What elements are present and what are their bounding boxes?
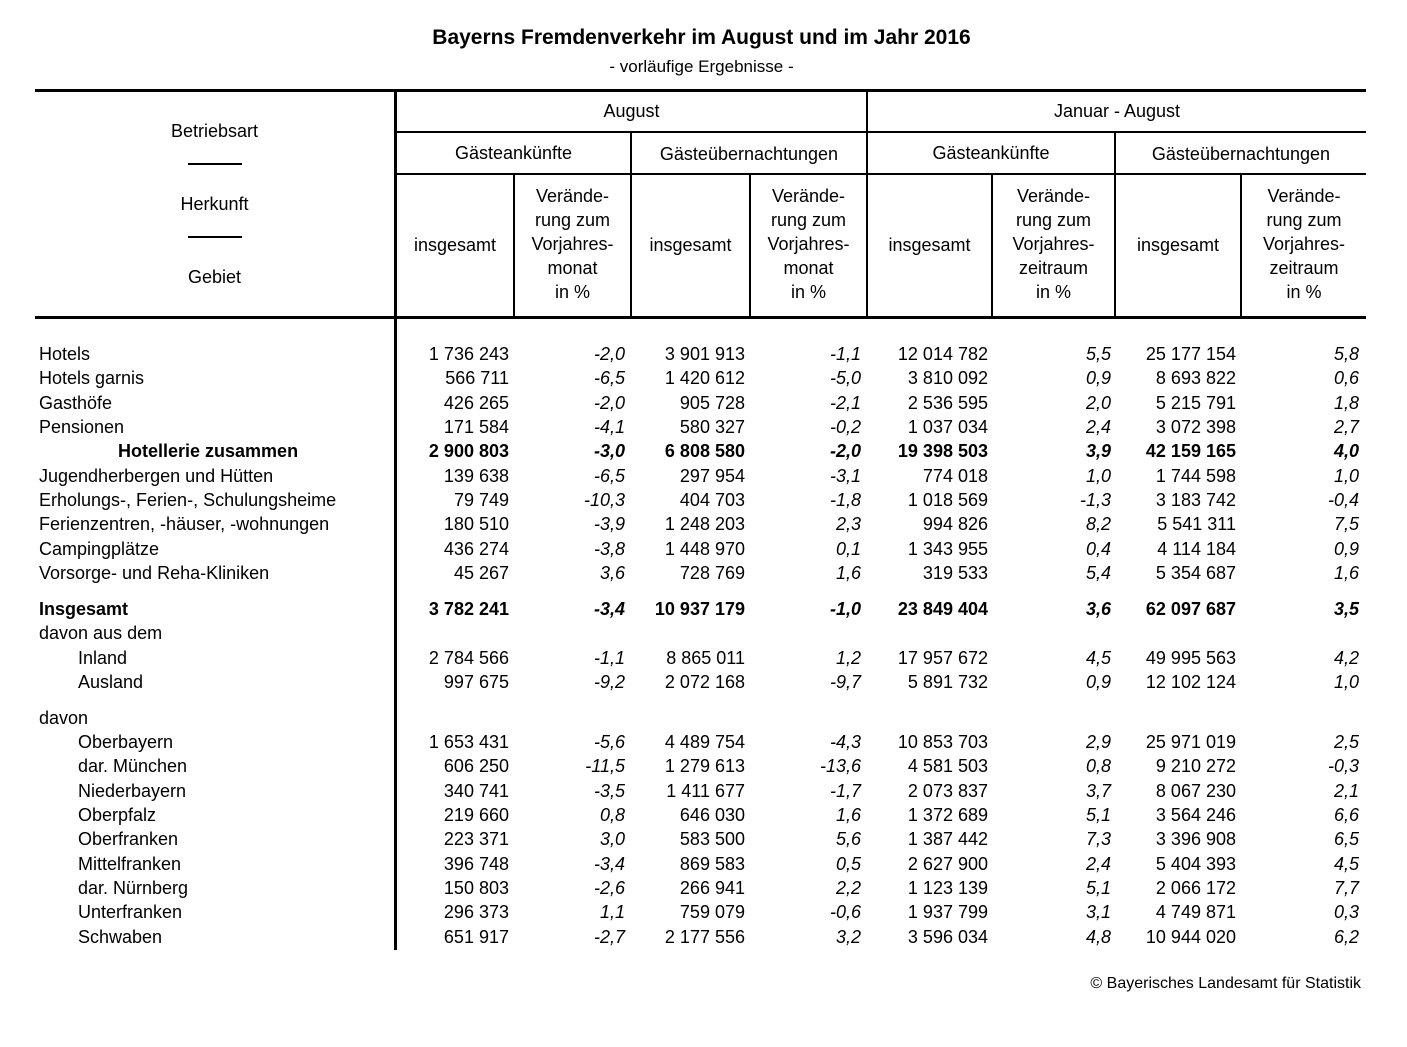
cell-change-pct: -1,1	[593, 648, 625, 668]
cell-total: 8 067 230	[1155, 781, 1236, 801]
cell-total: 1 037 034	[907, 417, 988, 437]
table-row	[0, 827, 1407, 851]
cell-total: 3 183 742	[1155, 490, 1236, 510]
row-label: Vorsorge- und Reha-Kliniken	[39, 563, 270, 583]
cell-total: 266 941	[679, 878, 745, 898]
page-subtitle: - vorläufige Ergebnisse -	[609, 57, 794, 76]
cell-total: 296 373	[443, 902, 509, 922]
table-row	[0, 366, 1407, 390]
cell-total: 5 541 311	[1157, 514, 1236, 534]
table-row	[0, 561, 1407, 585]
col-header-total: insgesamt	[888, 235, 971, 255]
cell-total: 580 327	[679, 417, 745, 437]
stub-separator	[188, 236, 242, 238]
row-label: Oberbayern	[78, 732, 174, 752]
col-header-change: Verände- rung zum Vorjahres- zeitraum in %	[1012, 186, 1095, 302]
cell-total: 19 398 503	[897, 441, 988, 461]
cell-total: 5 215 791	[1155, 393, 1236, 413]
period-header-august: August	[603, 101, 660, 121]
row-label: Hotels	[39, 344, 91, 364]
cell-change-pct: -1,0	[829, 599, 861, 619]
cell-change-pct: 0,9	[1333, 539, 1359, 559]
cell-total: 774 018	[922, 466, 988, 486]
col-header-change: Verände- rung zum Vorjahres- zeitraum in %	[1262, 186, 1346, 302]
cell-total: 1 653 431	[428, 732, 509, 752]
cell-total: 79 749	[453, 490, 509, 510]
cell-total: 223 371	[443, 829, 509, 849]
cell-change-pct: -3,4	[593, 854, 625, 874]
cell-total: 1 123 139	[907, 878, 988, 898]
cell-total: 49 995 563	[1145, 648, 1236, 668]
cell-change-pct: 0,6	[1333, 368, 1359, 388]
cell-total: 404 703	[679, 490, 745, 510]
table-row	[0, 706, 1407, 730]
cell-change-pct: -2,7	[593, 927, 625, 947]
cell-change-pct: 5,4	[1085, 563, 1111, 583]
cell-change-pct: -5,0	[829, 368, 861, 388]
table-row	[0, 597, 1407, 621]
cell-total: 426 265	[443, 393, 509, 413]
cell-total: 2 177 556	[664, 927, 745, 947]
table-row	[0, 537, 1407, 561]
row-label: dar. München	[78, 756, 188, 776]
cell-change-pct: 1,6	[835, 563, 861, 583]
cell-change-pct: -3,8	[593, 539, 625, 559]
cell-total: 2 784 566	[428, 648, 509, 668]
row-label: Jugendherbergen und Hütten	[39, 466, 274, 486]
table-row	[0, 646, 1407, 670]
cell-change-pct: 1,0	[1333, 466, 1359, 486]
cell-change-pct: -13,6	[819, 756, 861, 776]
cell-change-pct: 0,9	[1085, 368, 1111, 388]
table-row	[0, 900, 1407, 924]
cell-change-pct: -4,1	[593, 417, 625, 437]
cell-total: 1 387 442	[907, 829, 988, 849]
cell-total: 5 354 687	[1155, 563, 1236, 583]
row-label: Campingplätze	[39, 539, 160, 559]
row-label: davon aus dem	[39, 623, 163, 643]
cell-change-pct: 1,0	[1085, 466, 1111, 486]
cell-total: 180 510	[443, 514, 509, 534]
cell-change-pct: 1,6	[835, 805, 861, 825]
cell-total: 8 693 822	[1155, 368, 1236, 388]
cell-change-pct: 5,5	[1085, 344, 1111, 364]
cell-change-pct: 3,7	[1085, 781, 1111, 801]
col-header-change: Verände- rung zum Vorjahres- monat in %	[767, 186, 850, 302]
cell-change-pct: 1,2	[835, 648, 861, 668]
row-label: Niederbayern	[78, 781, 187, 801]
cell-total: 6 808 580	[664, 441, 745, 461]
table-row	[0, 925, 1407, 949]
cell-total: 4 489 754	[664, 732, 745, 752]
table-row	[0, 342, 1407, 366]
cell-total: 646 030	[679, 805, 745, 825]
row-label: Oberpfalz	[78, 805, 157, 825]
cell-change-pct: 5,1	[1085, 805, 1111, 825]
cell-change-pct: 7,7	[1333, 878, 1359, 898]
cell-total: 1 343 955	[907, 539, 988, 559]
cell-total: 1 744 598	[1155, 466, 1236, 486]
cell-change-pct: 2,1	[1333, 781, 1359, 801]
cell-change-pct: 3,9	[1085, 441, 1111, 461]
cell-total: 2 536 595	[907, 393, 988, 413]
cell-total: 340 741	[443, 781, 509, 801]
table-row	[0, 876, 1407, 900]
cell-total: 583 500	[679, 829, 745, 849]
table-row	[0, 754, 1407, 778]
cell-total: 171 584	[443, 417, 509, 437]
row-label: davon	[39, 708, 89, 728]
cell-total: 25 971 019	[1145, 732, 1236, 752]
table-row	[0, 439, 1407, 463]
row-label: Hotellerie zusammen	[118, 441, 299, 461]
cell-total: 1 420 612	[664, 368, 745, 388]
row-label: Ausland	[78, 672, 144, 692]
cell-total: 23 849 404	[897, 599, 988, 619]
cell-change-pct: 5,6	[835, 829, 861, 849]
cell-total: 45 267	[453, 563, 509, 583]
cell-total: 3 901 913	[664, 344, 745, 364]
cell-total: 10 937 179	[654, 599, 745, 619]
row-label: Inland	[78, 648, 128, 668]
table-row	[0, 391, 1407, 415]
cell-total: 9 210 272	[1155, 756, 1236, 776]
cell-total: 12 014 782	[897, 344, 988, 364]
table-row	[0, 803, 1407, 827]
cell-change-pct: -6,5	[593, 466, 625, 486]
cell-total: 651 917	[443, 927, 509, 947]
cell-change-pct: -0,3	[1327, 756, 1359, 776]
table-row	[0, 415, 1407, 439]
cell-change-pct: 1,8	[1333, 393, 1359, 413]
cell-change-pct: 2,7	[1333, 417, 1359, 437]
row-label: Insgesamt	[39, 599, 129, 619]
cell-change-pct: 2,2	[835, 878, 861, 898]
cell-total: 2 073 837	[907, 781, 988, 801]
cell-change-pct: 3,1	[1085, 902, 1111, 922]
table-row	[0, 670, 1407, 694]
table-row	[0, 852, 1407, 876]
cell-change-pct: 0,9	[1085, 672, 1111, 692]
row-label: Erholungs-, Ferien-, Schulungsheime	[39, 490, 337, 510]
cell-total: 994 826	[922, 514, 988, 534]
cell-total: 3 782 241	[428, 599, 509, 619]
cell-change-pct: 2,9	[1085, 732, 1111, 752]
table-top-rule	[35, 89, 1366, 92]
cell-change-pct: 4,0	[1333, 441, 1359, 461]
cell-change-pct: -3,5	[593, 781, 625, 801]
measure-rule	[394, 173, 1366, 175]
table-row	[0, 779, 1407, 803]
cell-total: 1 736 243	[428, 344, 509, 364]
cell-total: 905 728	[679, 393, 745, 413]
cell-change-pct: -2,0	[593, 393, 625, 413]
cell-total: 4 581 503	[907, 756, 988, 776]
cell-change-pct: -6,5	[593, 368, 625, 388]
cell-change-pct: 1,6	[1333, 563, 1359, 583]
cell-change-pct: -3,1	[829, 466, 861, 486]
cell-total: 396 748	[443, 854, 509, 874]
cell-change-pct: 0,4	[1085, 539, 1111, 559]
header-bottom-rule	[35, 316, 1366, 319]
cell-total: 139 638	[443, 466, 509, 486]
cell-change-pct: -1,1	[829, 344, 861, 364]
cell-change-pct: -3,9	[593, 514, 625, 534]
cell-change-pct: 5,8	[1333, 344, 1359, 364]
cell-total: 219 660	[443, 805, 509, 825]
cell-total: 606 250	[443, 756, 509, 776]
cell-total: 5 404 393	[1155, 854, 1236, 874]
cell-change-pct: 2,4	[1085, 417, 1111, 437]
cell-change-pct: 3,6	[1085, 599, 1111, 619]
cell-change-pct: 1,1	[599, 902, 625, 922]
cell-total: 1 279 613	[664, 756, 745, 776]
cell-total: 997 675	[443, 672, 509, 692]
cell-total: 728 769	[679, 563, 745, 583]
row-label: Gasthöfe	[39, 393, 113, 413]
period-header-jan-aug: Januar - August	[1053, 101, 1181, 121]
cell-change-pct: 0,5	[835, 854, 861, 874]
cell-change-pct: 3,2	[835, 927, 861, 947]
stub-herkunft: Herkunft	[180, 194, 249, 214]
cell-change-pct: -2,0	[593, 344, 625, 364]
cell-change-pct: 3,6	[599, 563, 625, 583]
cell-total: 2 066 172	[1155, 878, 1236, 898]
cell-change-pct: 3,0	[599, 829, 625, 849]
cell-total: 3 072 398	[1155, 417, 1236, 437]
cell-change-pct: 4,8	[1085, 927, 1111, 947]
period-divider	[866, 89, 868, 318]
cell-change-pct: -0,6	[829, 902, 861, 922]
cell-change-pct: 1,0	[1333, 672, 1359, 692]
col-header-change: Verände- rung zum Vorjahres- monat in %	[531, 186, 614, 302]
cell-change-pct: 5,1	[1085, 878, 1111, 898]
col-header-total: insgesamt	[413, 235, 497, 255]
cell-total: 5 891 732	[907, 672, 988, 692]
col-header-total: insgesamt	[1136, 235, 1220, 255]
cell-change-pct: -2,0	[829, 441, 861, 461]
cell-change-pct: 0,1	[835, 539, 861, 559]
cell-change-pct: 4,5	[1085, 648, 1111, 668]
row-label: Mittelfranken	[78, 854, 182, 874]
table-row	[0, 464, 1407, 488]
cell-total: 297 954	[679, 466, 745, 486]
cell-total: 12 102 124	[1145, 672, 1236, 692]
row-label: Oberfranken	[78, 829, 179, 849]
row-label: Schwaben	[78, 927, 163, 947]
cell-total: 8 865 011	[666, 648, 745, 668]
row-label: Pensionen	[39, 417, 125, 437]
cell-total: 3 810 092	[907, 368, 988, 388]
cell-total: 3 596 034	[907, 927, 988, 947]
cell-total: 2 627 900	[907, 854, 988, 874]
measure-header-overnights: Gästeübernachtungen	[1151, 144, 1331, 164]
table-row	[0, 488, 1407, 512]
stub-gebiet: Gebiet	[187, 267, 242, 287]
table-row	[0, 512, 1407, 536]
cell-change-pct: -0,4	[1327, 490, 1359, 510]
cell-change-pct: -2,6	[593, 878, 625, 898]
cell-change-pct: -1,8	[829, 490, 861, 510]
cell-total: 1 937 799	[907, 902, 988, 922]
cell-change-pct: 6,5	[1333, 829, 1359, 849]
cell-total: 62 097 687	[1145, 599, 1236, 619]
cell-change-pct: 3,5	[1333, 599, 1359, 619]
cell-total: 4 114 184	[1157, 539, 1236, 559]
cell-change-pct: 2,4	[1085, 854, 1111, 874]
cell-change-pct: -5,6	[593, 732, 625, 752]
cell-change-pct: -1,7	[829, 781, 861, 801]
cell-total: 1 018 569	[907, 490, 988, 510]
cell-change-pct: 0,8	[599, 805, 625, 825]
cell-change-pct: -2,1	[829, 393, 861, 413]
table-row	[0, 621, 1407, 645]
cell-change-pct: -3,0	[593, 441, 625, 461]
col-header-total: insgesamt	[649, 235, 732, 255]
cell-total: 1 248 203	[664, 514, 745, 534]
cell-change-pct: -11,5	[585, 756, 625, 776]
cell-total: 1 411 677	[666, 781, 745, 801]
cell-change-pct: 4,5	[1333, 854, 1359, 874]
cell-total: 2 900 803	[428, 441, 509, 461]
cell-change-pct: 2,0	[1085, 393, 1111, 413]
cell-total: 10 944 020	[1145, 927, 1236, 947]
cell-total: 10 853 703	[897, 732, 988, 752]
cell-total: 3 396 908	[1155, 829, 1236, 849]
cell-total: 42 159 165	[1145, 441, 1236, 461]
row-label: Ferienzentren, -häuser, -wohnungen	[39, 514, 330, 534]
cell-change-pct: -0,2	[829, 417, 861, 437]
cell-change-pct: -9,2	[593, 672, 625, 692]
cell-change-pct: 2,5	[1333, 732, 1359, 752]
cell-total: 17 957 672	[897, 648, 988, 668]
row-label: Hotels garnis	[39, 368, 145, 388]
cell-total: 869 583	[679, 854, 745, 874]
cell-total: 1 372 689	[907, 805, 988, 825]
cell-total: 319 533	[922, 563, 988, 583]
measure-header-overnights: Gästeübernachtungen	[659, 144, 839, 164]
row-label: Unterfranken	[78, 902, 183, 922]
cell-change-pct: -1,3	[1079, 490, 1111, 510]
cell-change-pct: 7,3	[1085, 829, 1111, 849]
measure-header-arrivals: Gästeankünfte	[454, 143, 573, 163]
stub-betriebsart: Betriebsart	[170, 121, 259, 141]
period-rule	[394, 131, 1366, 133]
cell-total: 2 072 168	[664, 672, 745, 692]
row-label: dar. Nürnberg	[78, 878, 189, 898]
page-title: Bayerns Fremdenverkehr im August und im Jahr 2016	[432, 26, 971, 49]
table-row	[0, 730, 1407, 754]
stub-separator	[188, 163, 242, 165]
cell-change-pct: -4,3	[829, 732, 861, 752]
cell-change-pct: 0,8	[1085, 756, 1111, 776]
cell-change-pct: 2,3	[835, 514, 861, 534]
cell-change-pct: 6,6	[1333, 805, 1359, 825]
cell-total: 566 711	[445, 368, 509, 388]
cell-total: 1 448 970	[664, 539, 745, 559]
cell-total: 4 749 871	[1155, 902, 1236, 922]
cell-total: 25 177 154	[1145, 344, 1236, 364]
cell-change-pct: 8,2	[1085, 514, 1111, 534]
cell-change-pct: -3,4	[593, 599, 625, 619]
cell-change-pct: -10,3	[583, 490, 625, 510]
cell-total: 436 274	[443, 539, 509, 559]
cell-change-pct: -9,7	[829, 672, 861, 692]
cell-total: 3 564 246	[1155, 805, 1236, 825]
cell-change-pct: 6,2	[1333, 927, 1359, 947]
cell-change-pct: 7,5	[1333, 514, 1359, 534]
cell-change-pct: 4,2	[1333, 648, 1359, 668]
cell-total: 759 079	[679, 902, 745, 922]
cell-change-pct: 0,3	[1333, 902, 1359, 922]
measure-header-arrivals: Gästeankünfte	[932, 143, 1050, 163]
copyright-note: © Bayerisches Landesamt für Statistik	[1090, 975, 1361, 992]
cell-total: 150 803	[443, 878, 509, 898]
